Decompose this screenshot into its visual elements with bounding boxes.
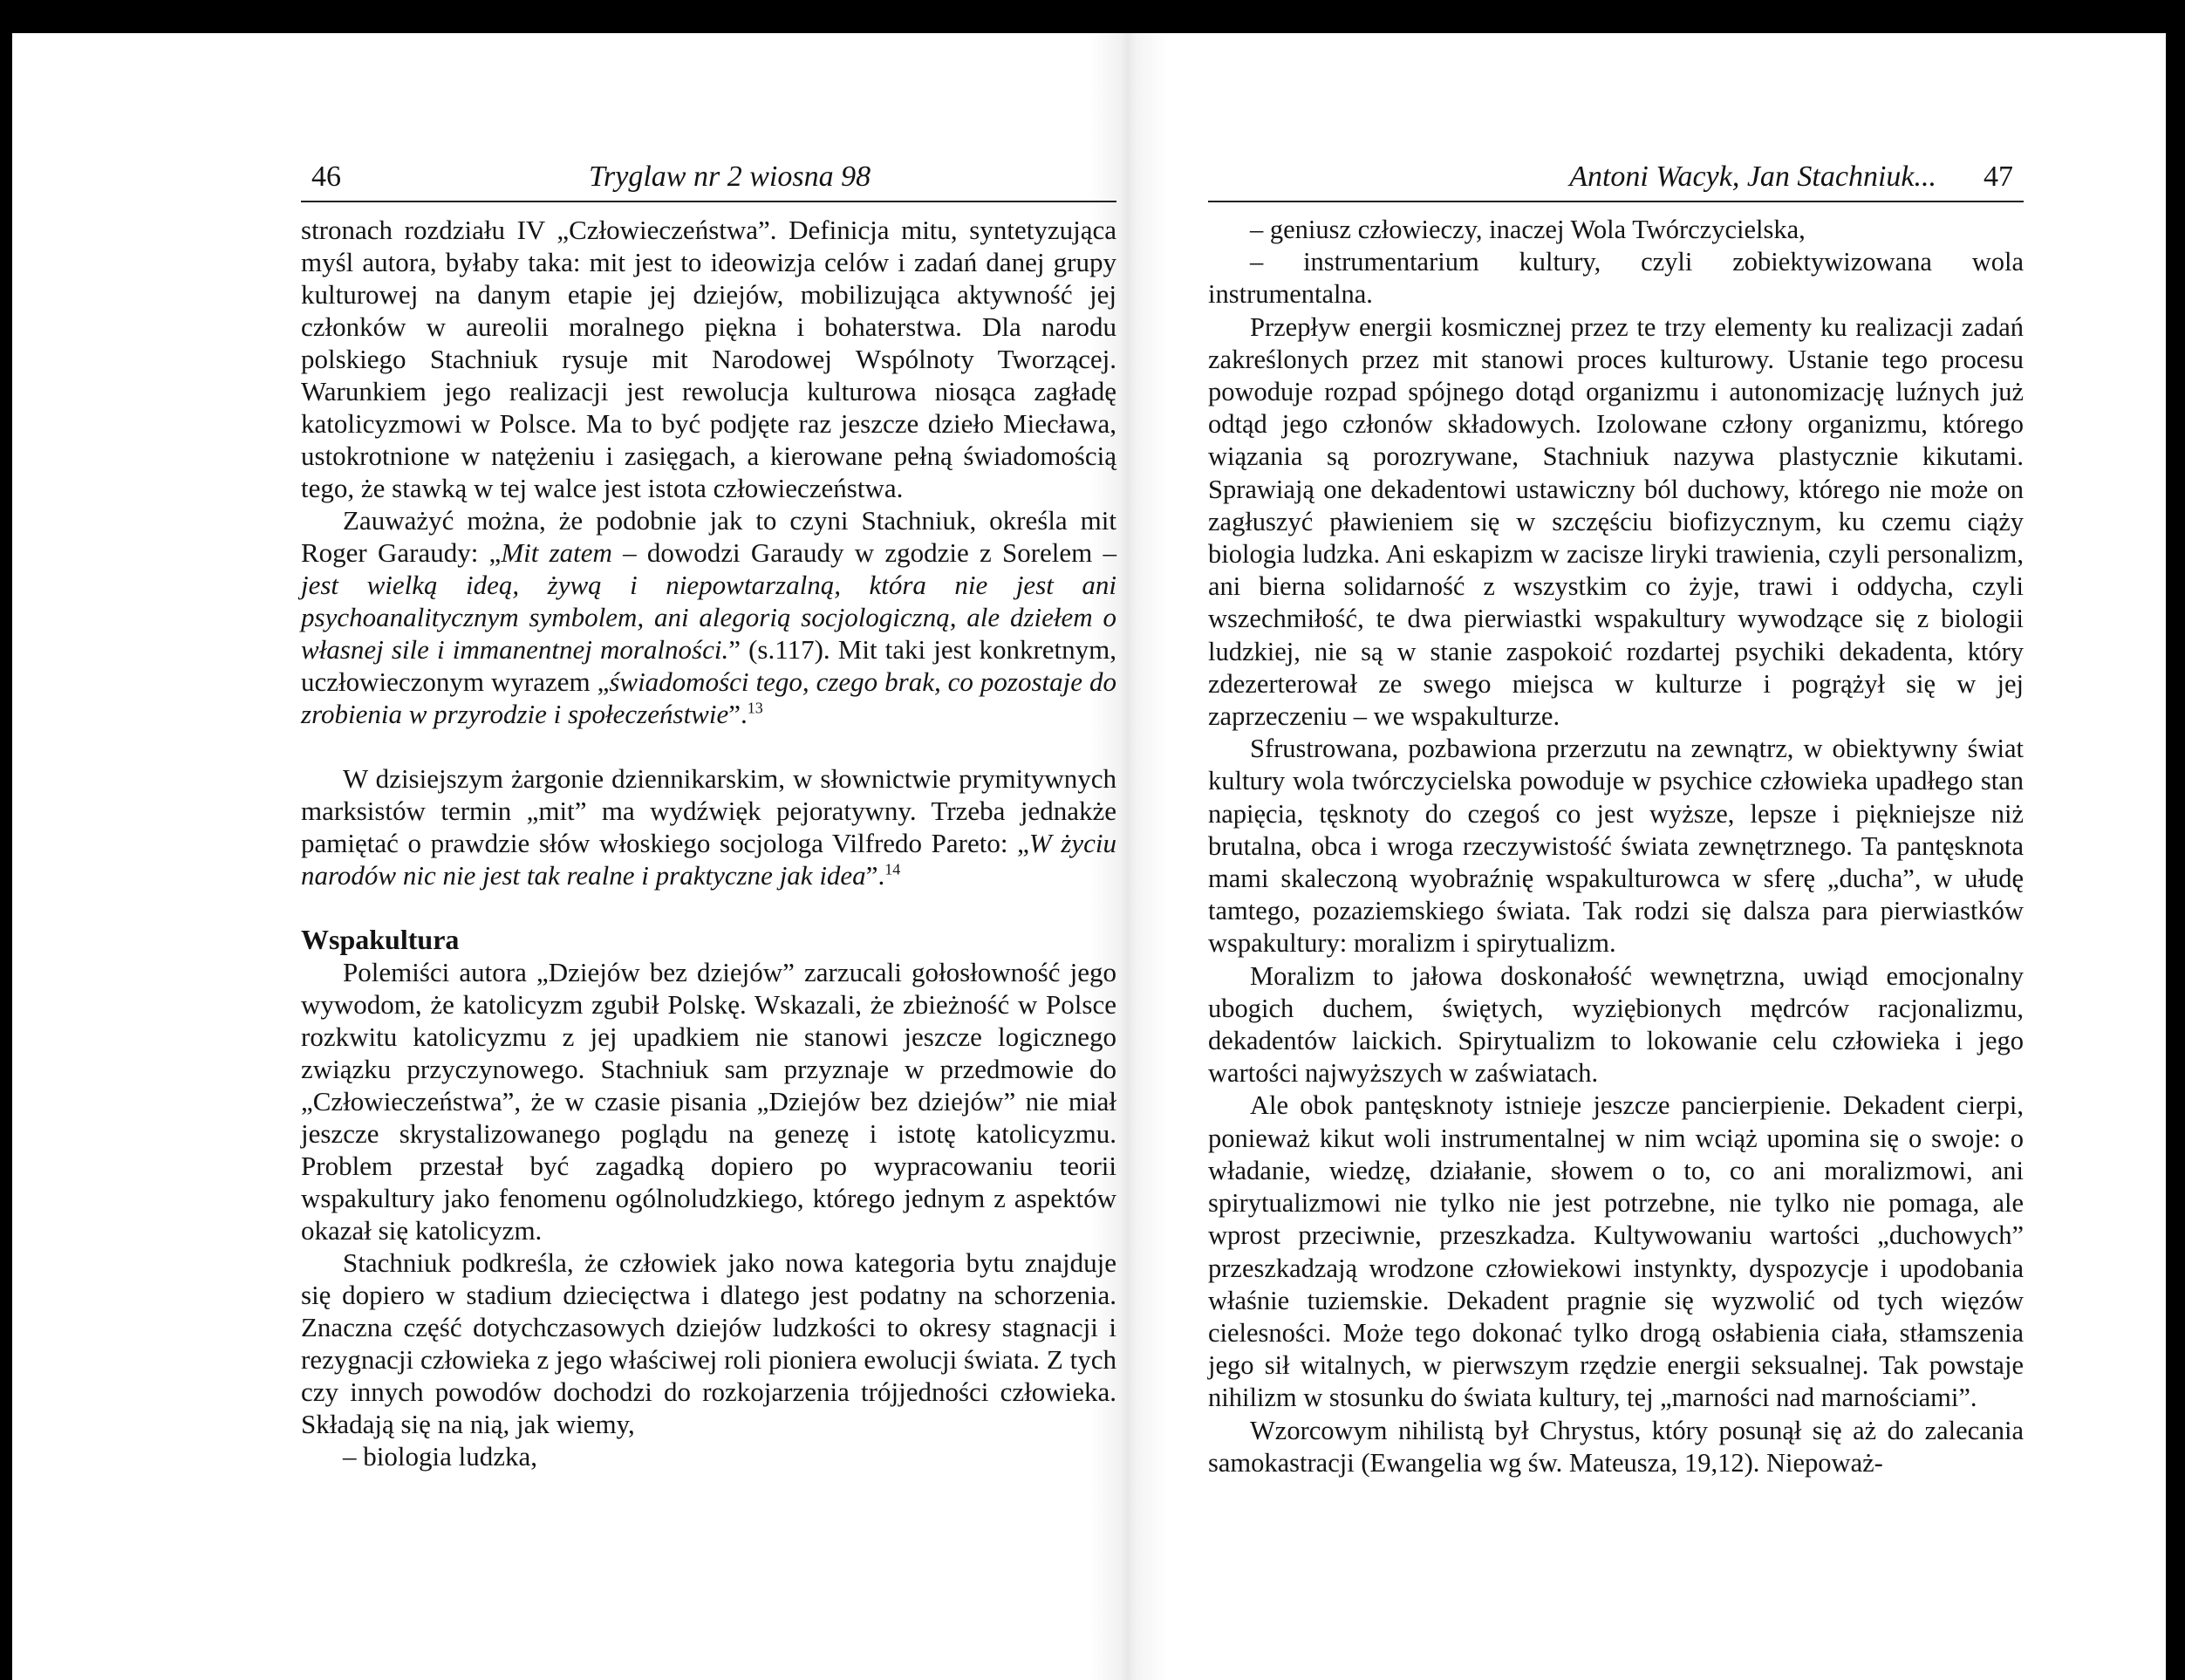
left-page-header — [301, 131, 1116, 202]
scan-top-edge — [0, 0, 2185, 33]
paragraph: stronach rozdziału IV „Człowieczeństwa”. Definicja mitu, syntetyzująca myśl autora, byłaby taka: mit jest to ideowizja celów i zadań danej grupy kulturowej na danym etapie jej dziejów, mobilizująca aktywność jej członków w aureolii moralnego piękna i bohaterstwa. Dla narodu polskiego Stachniuk rysuje mit Narodowej Wspólnoty Tworzącej. Warunkiem jego realizacji jest rewolucja kulturowa niosąca zagładę katolicyzmowi w Polsce. Ma to być podjęte raz jeszcze dzieło Miecława, ustokrotnione w natężeniu i zasięgach, a kierowane pełną świadomością tego, że stawką w tej walce jest istota człowieczeństwa. — [301, 215, 1116, 503]
paragraph-pareto-quote: W dzisiejszym żargonie dziennikarskim, w słownictwie prymitywnych marksistów termin „mit” ma wydźwięk pejoratywny. Trzeba jednakże pamiętać o prawdzie słów włoskiego socjologa Vilfredo Pareto: „W życiu narodów nic nie jest tak realne i praktyczne jak idea”.$^{14}$ — [301, 763, 1116, 891]
paragraph: Polemiści autora „Dziejów bez dziejów” zarzucali gołosłowność jego wywodom, że katolicyzm zgubił Polskę. Wskazali, że zbieżność w Polsce rozkwitu katolicyzmu z jej upadkiem nie stanowi jeszcze logicznego związku przyczynowego. Stachniuk sam przyznaje w przedmowie do „Człowieczeństwa”, że w czasie pisania „Dziejów bez dziejów” nie miał jeszcze skrystalizowanego poglądu na genezę i istotę katolicyzmu. Problem przestał być zagadką dopiero po wypracowaniu teorii wspakultury jako fenomenu ogólnoludzkiego, którego jednym z aspektów okazał się katolicyzm. — [301, 957, 1116, 1246]
paragraph: Wzorcowym nihilistą był Chrystus, który posunął się aż do zalecania samokastracji (Ewangelia wg św. Mateusza, 19,12). Niepoważ- — [1208, 1415, 2024, 1478]
scan-left-edge — [0, 0, 12, 1680]
page-number: 47 — [1984, 160, 2013, 193]
paragraph: Moralizm to jałowa doskonałość wewnętrzna, uwiąd emocjonalny ubogich duchem, świętych, wyziębionych mędrców racjonalizmu, dekadentów laickich. Spirytualizm to lokowanie celu człowieka i jego wartości najwyższych w zaświatach. — [1208, 960, 2024, 1089]
paragraph-garaudy-quote: Zauważyć można, że podobnie jak to czyni Stachniuk, określa mit Roger Garaudy: „Mit zatem – dowodzi Garaudy w zgodzie z Sorelem – jest wielką ideą, żywą i niepowtarzalną, która nie jest ani psychoanalitycznym symbolem, ani alegorią socjologiczną, ale dziełem o własnej sile i immanentnej moralności.” (s.117). Mit taki jest konkretnym, uczłowieczonym wyrazem „świadomości tego, czego brak, co pozostaje do zrobienia w przyrodzie i społeczeństwie”.$^{13}$ — [301, 505, 1116, 729]
list-item: – geniusz człowieczy, inaczej Wola Twórczycielska, — [1250, 215, 1806, 244]
right-page-body — [1208, 214, 2024, 1479]
page-number: 46 — [311, 160, 341, 193]
list-item: – instrumentarium kultury, czyli zobiektywizowana wola instrumentalna. — [1208, 247, 2024, 310]
running-head: Antoni Wacyk, Jan Stachniuk... — [1569, 160, 1936, 193]
paragraph: Ale obok pantęsknoty istnieje jeszcze pancierpienie. Dekadent cierpi, ponieważ kikut woli instrumentalnej w nim wciąż upomina się o swoje: o władanie, wiedzę, działanie, słowem o to, co ani moralizmowi, ani spirytualizmowi nie tylko nie jest potrzebne, nie tylko nie pomaga, ale wprost przeciwnie, przeszkadza. Kultywowaniu wartości „duchowych” przeszkadzają wrodzone człowiekowi instynkty, dyspozycje i upodobania właśnie tuziemskie. Dekadent pragnie się wyzwolić od tych więzów cielesności. Może tego dokonać tylko drogą osłabienia ciała, stłamszenia jego sił witalnych, w pierwszym rzędzie energii seksualnej. Tak powstaje nihilizm w stosunku do świata kultury, tej „marności nad marnościami”. — [1208, 1090, 2024, 1413]
paragraph: Przepływ energii kosmicznej przez te trzy elementy ku realizacji zadań zakreślonych przez mit stanowi proces kulturowy. Ustanie tego procesu powoduje rozpad spójnego dotąd organizmu i autonomizację luźnych już odtąd jego członów składowych. Izolowane człony organizmu, którego wiązania są porozrywane, Stachniuk nazywa plastycznie kikutami. Sprawiają one dekadentowi ustawiczny ból duchowy, którego nie może on zagłuszyć pławieniem się w szczęściu biofizycznym, ku czemu ciąży biologia ludzka. Ani eskapizm w zacisze liryki trawienia, czyli personalizm, ani bierna solidarność z wszystkim co żyje, trawi i oddycha, czyli wszechmiłość, te dwa pierwiastki wspakultury wywodzące się z biologii ludzkiej, nie są w stanie zaspokoić rozdartej psychiki dekadenta, który zdezerterował ze swego miejsca w kulturze i pogrążył się w jej zaprzeczeniu – we wspakulturze. — [1208, 311, 2024, 732]
right-page-header — [1208, 131, 2024, 202]
paragraph: Sfrustrowana, pozbawiona przerzutu na zewnątrz, w obiektywny świat kultury wola twórczycielska powoduje w psychice człowieka upadłego stan napięcia, tęsknoty do czegoś co jest wyższe, lepsze i piękniejsze niż brutalna, obca i wroga rzeczywistość świata zewnętrznego. Ta pantęsknota mami skaleczoną wyobraźnię wspakulturowca w sferę „ducha”, w ułudę tamtego, pozaziemskiego świata. Tak rodzi się dalsza para pierwiastków wspakultury: moralizm i spirytualizm. — [1208, 734, 2024, 959]
section-heading: Wspakultura — [301, 924, 460, 955]
list-item: – biologia ludzka, — [343, 1441, 537, 1472]
paragraph: Stachniuk podkreśla, że człowiek jako nowa kategoria bytu znajduje się dopiero w stadium dziecięctwa i dlatego jest podatny na schorzenia. Znaczna część dotychczasowych dziejów ludzkości to okresy stagnacji i rezygnacji człowieka z jego właściwej roli pioniera ewolucji świata. Z tych czy innych powodów dochodzi do rozkojarzenia trójjedności człowieka. Składają się na nią, jak wiemy, — [301, 1247, 1116, 1439]
left-page-body — [301, 214, 1116, 1472]
footnote-marker: 14 — [884, 860, 901, 878]
scan-right-edge — [2166, 0, 2185, 1680]
footnote-marker: 13 — [747, 699, 763, 717]
running-head: Tryglaw nr 2 wiosna 98 — [589, 160, 871, 193]
